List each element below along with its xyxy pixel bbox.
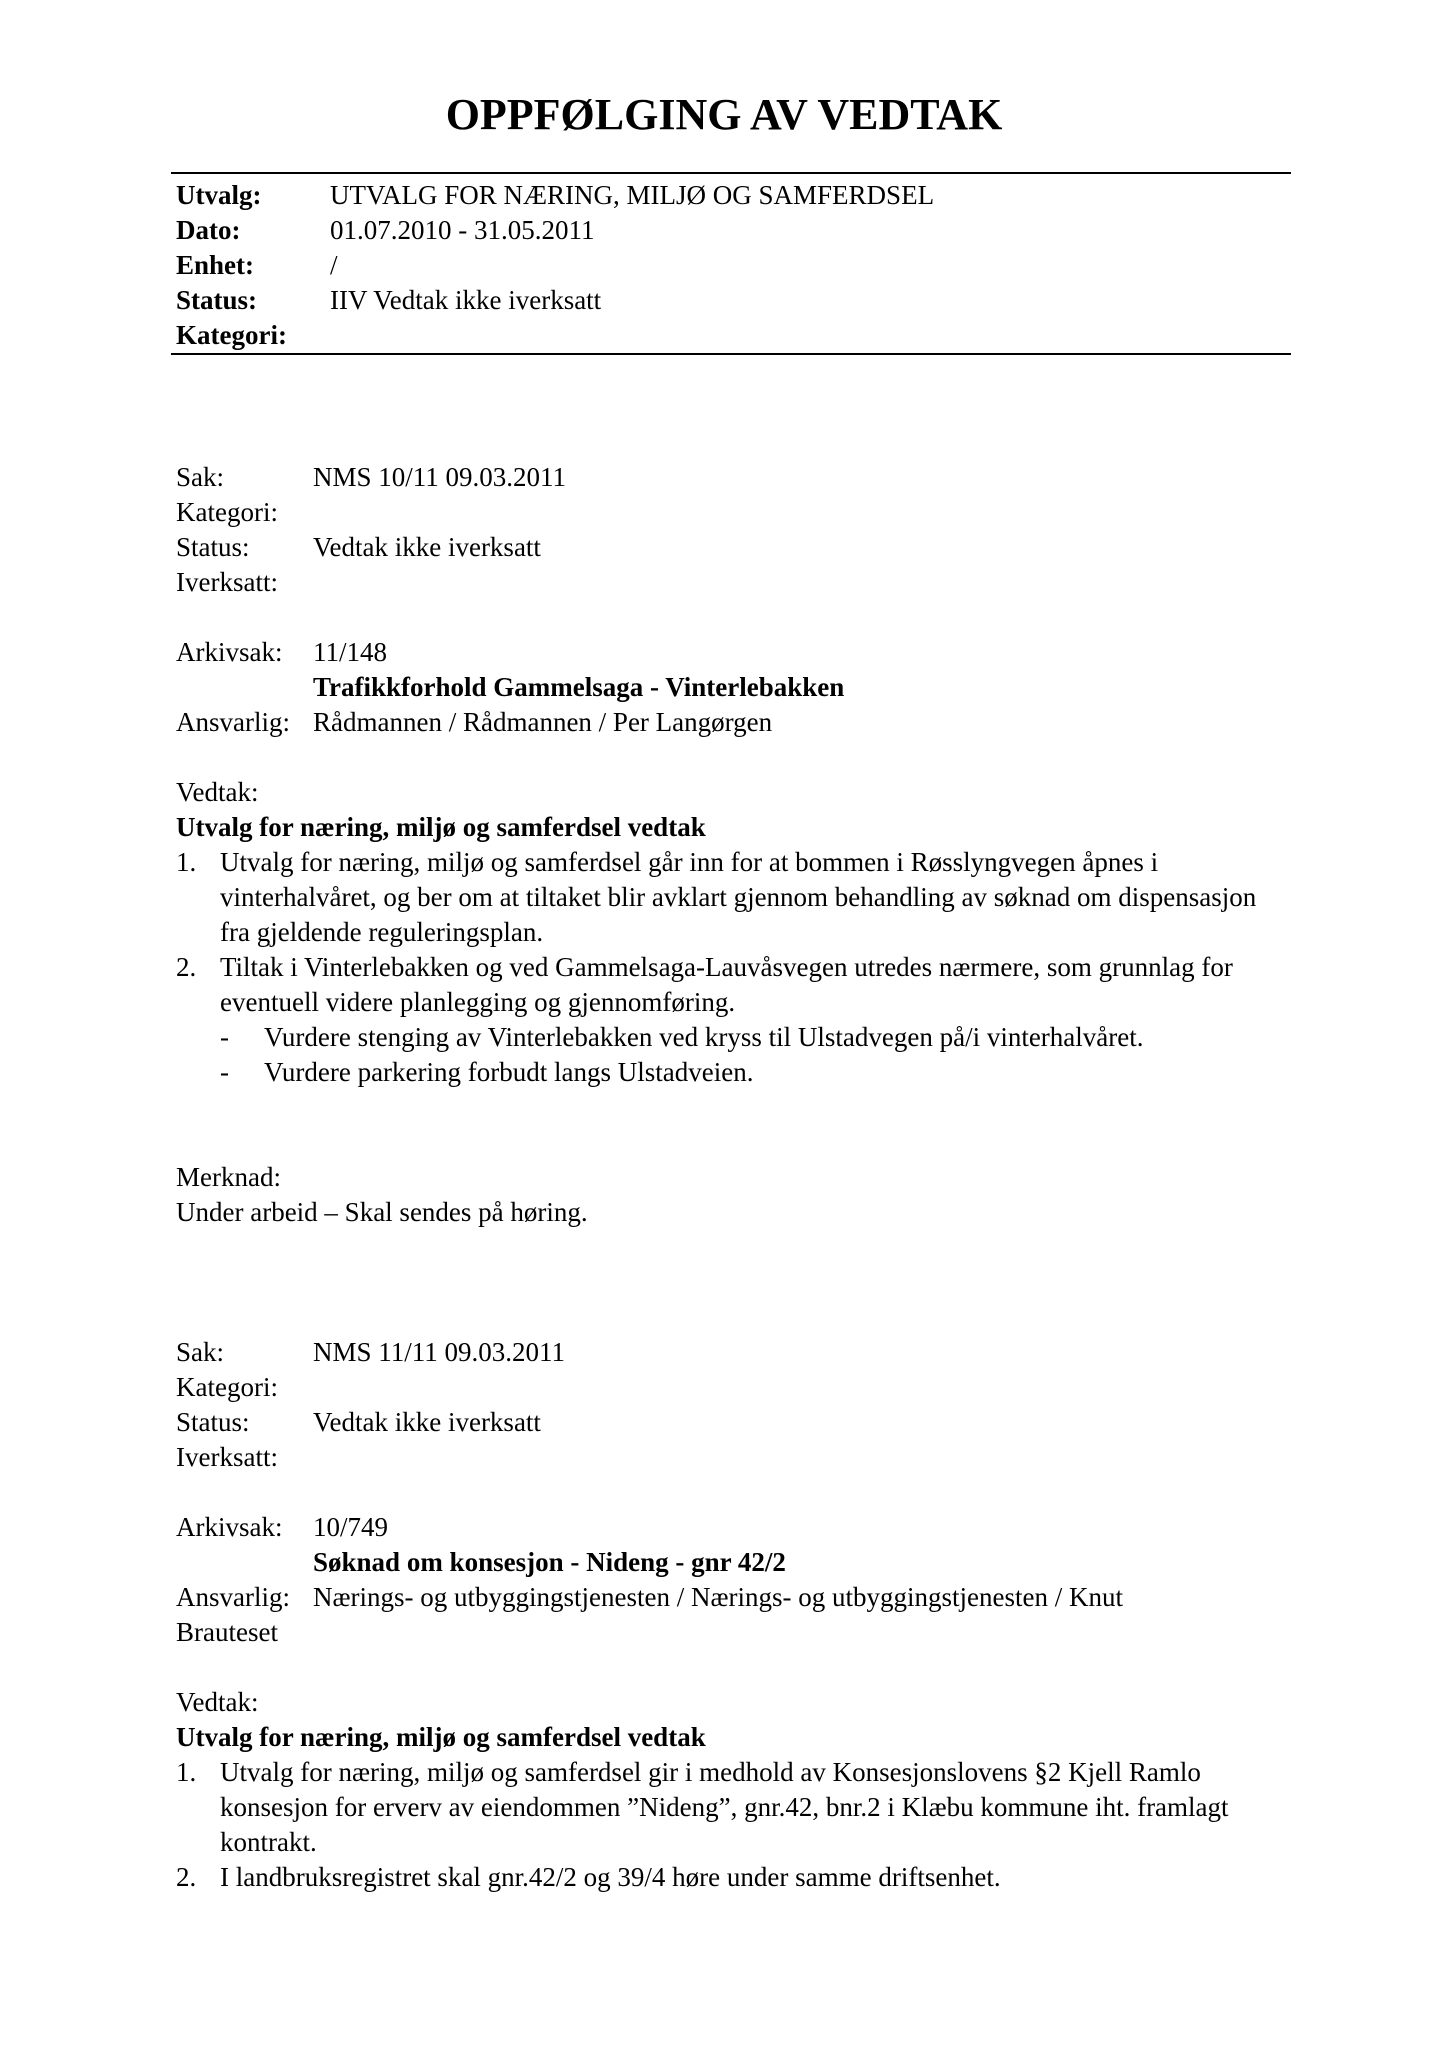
header-label: Utvalg: — [176, 180, 262, 210]
case-arkivsak-row — [176, 635, 1286, 670]
header-label: Kategori: — [176, 320, 287, 350]
list-number: 1. — [176, 847, 197, 877]
case-sak-row — [176, 460, 1286, 495]
header-bottom-rule — [171, 353, 1291, 355]
header-row-dato — [176, 213, 1286, 248]
dash-marker: - — [220, 1022, 229, 1052]
header-value: 01.07.2010 - 31.05.2011 — [330, 215, 595, 245]
ansvarlig-label: Ansvarlig: — [176, 1582, 290, 1612]
arkivsak-value: 11/148 — [313, 637, 387, 667]
case-block-1 — [176, 460, 1286, 1230]
iverksatt-label: Iverksatt: — [176, 1442, 278, 1472]
case-iverksatt-row — [176, 565, 1286, 600]
case-title: Søknad om konsesjon - Nideng - gnr 42/2 — [313, 1547, 786, 1577]
vedtak-label: Vedtak: — [176, 1687, 259, 1717]
list-number: 1. — [176, 1757, 197, 1787]
case-title: Trafikkforhold Gammelsaga - Vinterlebakken — [313, 672, 845, 702]
header-label: Enhet: — [176, 250, 255, 280]
arkivsak-label: Arkivsak: — [176, 1512, 283, 1542]
status-value: Vedtak ikke iverksatt — [313, 532, 541, 562]
arkivsak-label: Arkivsak: — [176, 637, 283, 667]
case-block-2 — [176, 1335, 1286, 1895]
list-text: Tiltak i Vinterlebakken og ved Gammelsaga-Lauvåsvegen utredes nærmere, som grunnlag for eventuell videre planlegging og gjennomføring. — [220, 952, 1233, 1017]
case-arkivsak-row — [176, 1510, 1286, 1545]
ansvarlig-value: Nærings- og utbyggingstjenesten / Nærings- og utbyggingstjenesten / Knut — [313, 1582, 1123, 1612]
ansvarlig-label: Ansvarlig: — [176, 707, 290, 737]
sub-list-item — [220, 1055, 1286, 1090]
vedtak-list — [176, 1755, 1286, 1895]
sub-list-item — [220, 1020, 1286, 1055]
status-value: Vedtak ikke iverksatt — [313, 1407, 541, 1437]
case-status-row — [176, 1405, 1286, 1440]
vedtak-list — [176, 845, 1286, 1090]
header-label: Dato: — [176, 215, 241, 245]
kategori-label: Kategori: — [176, 1372, 278, 1402]
kategori-label: Kategori: — [176, 497, 278, 527]
list-number: 2. — [176, 952, 197, 982]
list-text: Utvalg for næring, miljø og samferdsel gir i medhold av Konsesjonslovens §2 Kjell Ramlo konsesjon for erverv av eiendommen ”Nideng”, gnr.42, bnr.2 i Klæbu kommune iht. framlagt kontrakt. — [220, 1757, 1229, 1857]
header-row-kategori — [176, 318, 1286, 353]
dash-marker: - — [220, 1057, 229, 1087]
list-item — [176, 950, 1286, 1090]
status-label: Status: — [176, 1407, 250, 1437]
list-item — [176, 1860, 1286, 1895]
header-block — [176, 178, 1286, 353]
sak-label: Sak: — [176, 462, 225, 492]
sak-value: NMS 10/11 09.03.2011 — [313, 462, 567, 492]
vedtak-heading: Utvalg for næring, miljø og samferdsel vedtak — [176, 1722, 706, 1752]
sak-value: NMS 11/11 09.03.2011 — [313, 1337, 566, 1367]
sub-list-text: Vurdere stenging av Vinterlebakken ved kryss til Ulstadvegen på/i vinterhalvåret. — [264, 1022, 1144, 1052]
iverksatt-label: Iverksatt: — [176, 567, 278, 597]
case-sak-row — [176, 1335, 1286, 1370]
vedtak-heading: Utvalg for næring, miljø og samferdsel vedtak — [176, 812, 706, 842]
case-ansvarlig-row — [176, 705, 1286, 740]
list-text: I landbruksregistret skal gnr.42/2 og 39/4 høre under samme driftsenhet. — [220, 1862, 1001, 1892]
header-top-rule — [171, 172, 1291, 174]
header-value: IIV Vedtak ikke iverksatt — [330, 285, 602, 315]
case-kategori-row — [176, 495, 1286, 530]
sub-list — [220, 1020, 1286, 1090]
header-row-status — [176, 283, 1286, 318]
status-label: Status: — [176, 532, 250, 562]
arkivsak-value: 10/749 — [313, 1512, 389, 1542]
merknad-label: Merknad: — [176, 1162, 281, 1192]
case-status-row — [176, 530, 1286, 565]
ansvarlig-value: Rådmannen / Rådmannen / Per Langørgen — [313, 707, 773, 737]
header-label: Status: — [176, 285, 258, 315]
sub-list-text: Vurdere parkering forbudt langs Ulstadveien. — [264, 1057, 754, 1087]
case-kategori-row — [176, 1370, 1286, 1405]
list-item — [176, 1755, 1286, 1860]
page-title: OPPFØLGING AV VEDTAK — [445, 90, 1003, 139]
header-value: UTVALG FOR NÆRING, MILJØ OG SAMFERDSEL — [330, 180, 935, 210]
merknad-value: Under arbeid – Skal sendes på høring. — [176, 1197, 588, 1227]
list-number: 2. — [176, 1862, 197, 1892]
list-text: Utvalg for næring, miljø og samferdsel går inn for at bommen i Røsslyngvegen åpnes i vinterhalvåret, og ber om at tiltaket blir avklart gjennom behandling av søknad om dispensasjon fra gjeldende reguleringsplan. — [220, 847, 1257, 947]
header-row-utvalg — [176, 178, 1286, 213]
sak-label: Sak: — [176, 1337, 225, 1367]
case-iverksatt-row — [176, 1440, 1286, 1475]
list-item — [176, 845, 1286, 950]
header-value: / — [330, 250, 338, 280]
case-ansvarlig-row — [176, 1580, 1286, 1615]
ansvarlig-continuation: Brauteset — [176, 1617, 278, 1647]
header-row-enhet — [176, 248, 1286, 283]
vedtak-label: Vedtak: — [176, 777, 259, 807]
